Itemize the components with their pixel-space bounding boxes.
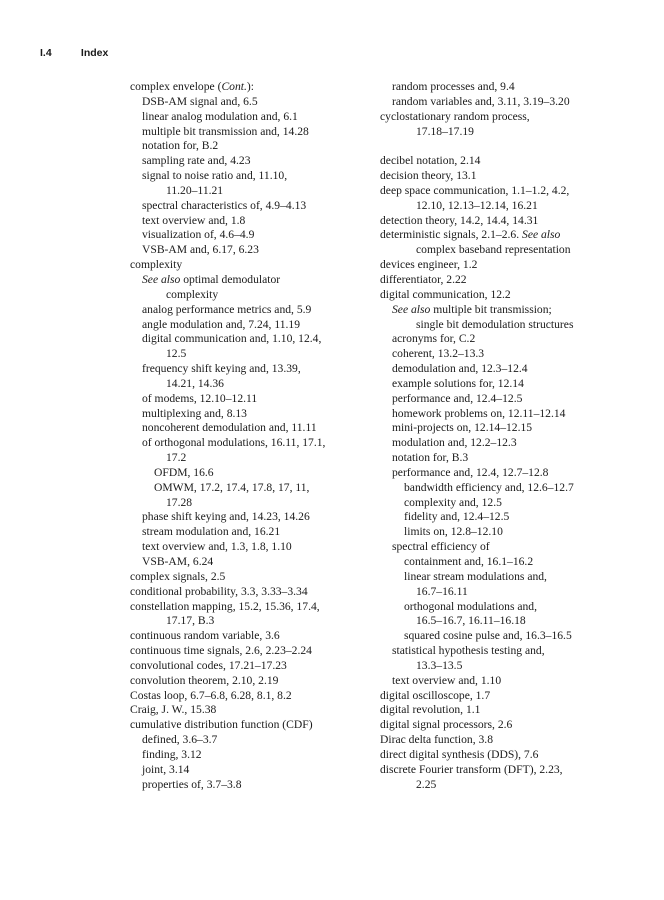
index-entry bbox=[380, 243, 630, 258]
index-entry bbox=[380, 139, 630, 154]
entry-text: performance and, 12.4, 12.7–12.8 bbox=[392, 465, 549, 479]
index-entry bbox=[380, 273, 630, 288]
entry-text: demodulation and, 12.3–12.4 bbox=[392, 362, 528, 376]
index-entry bbox=[130, 139, 365, 154]
index-entry bbox=[380, 303, 630, 318]
index-entry bbox=[380, 629, 630, 644]
index-entry bbox=[130, 392, 365, 407]
index-entry bbox=[130, 258, 365, 273]
index-entry bbox=[380, 199, 630, 214]
entry-text: text overview and, 1.8 bbox=[142, 213, 246, 227]
index-entry bbox=[130, 184, 365, 199]
index-entry bbox=[380, 585, 630, 600]
entry-text: 16.7–16.11 bbox=[416, 584, 468, 598]
index-entry bbox=[130, 362, 365, 377]
index-entry bbox=[380, 674, 630, 689]
entry-text: joint, 3.14 bbox=[142, 762, 190, 776]
entry-text: bandwidth efficiency and, 12.6–12.7 bbox=[404, 480, 574, 494]
italic-label: See also bbox=[522, 228, 561, 242]
index-entry bbox=[380, 184, 630, 199]
entry-text: properties of, 3.7–3.8 bbox=[142, 777, 242, 791]
index-entry bbox=[380, 214, 630, 229]
index-entry bbox=[130, 451, 365, 466]
entry-text: fidelity and, 12.4–12.5 bbox=[404, 510, 510, 524]
entry-text: complex baseband representation bbox=[416, 243, 571, 257]
index-entry bbox=[130, 525, 365, 540]
entry-text: sampling rate and, 4.23 bbox=[142, 154, 251, 168]
entry-text: complexity and, 12.5 bbox=[404, 495, 502, 509]
entry-text: DSB-AM signal and, 6.5 bbox=[142, 94, 258, 108]
index-entry bbox=[380, 110, 630, 125]
index-entry bbox=[380, 125, 630, 140]
entry-text: homework problems on, 12.11–12.14 bbox=[392, 406, 566, 420]
index-entry bbox=[380, 318, 630, 333]
index-entry bbox=[130, 154, 365, 169]
index-entry bbox=[130, 703, 365, 718]
index-entry bbox=[380, 600, 630, 615]
index-entry bbox=[130, 466, 365, 481]
entry-text: finding, 3.12 bbox=[142, 747, 202, 761]
entry-text: 12.10, 12.13–12.14, 16.21 bbox=[416, 198, 538, 212]
index-entry bbox=[130, 570, 365, 585]
running-head bbox=[40, 47, 108, 59]
index-entry bbox=[130, 347, 365, 362]
entry-text: continuous random variable, 3.6 bbox=[130, 629, 280, 643]
index-entry bbox=[380, 451, 630, 466]
index-entry bbox=[380, 228, 630, 243]
entry-text: linear analog modulation and, 6.1 bbox=[142, 109, 298, 123]
index-entry bbox=[130, 199, 365, 214]
index-entry bbox=[380, 748, 630, 763]
index-entry bbox=[130, 629, 365, 644]
index-entry bbox=[380, 258, 630, 273]
entry-text: orthogonal modulations and, bbox=[404, 599, 537, 613]
index-entry bbox=[380, 407, 630, 422]
entry-text: coherent, 13.2–13.3 bbox=[392, 347, 485, 361]
entry-text: 17.17, B.3 bbox=[166, 614, 215, 628]
entry-text: complexity bbox=[166, 287, 219, 301]
index-entry bbox=[130, 318, 365, 333]
entry-text: deterministic signals, 2.1–2.6. bbox=[380, 228, 523, 242]
entry-text: conditional probability, 3.3, 3.33–3.34 bbox=[130, 584, 308, 598]
index-entry bbox=[130, 644, 365, 659]
index-entry bbox=[130, 95, 365, 110]
entry-text: deep space communication, 1.1–1.2, 4.2, bbox=[380, 183, 570, 197]
entry-text: direct digital synthesis (DDS), 7.6 bbox=[380, 747, 539, 761]
index-entry bbox=[130, 481, 365, 496]
index-entry bbox=[380, 763, 630, 778]
index-entry bbox=[130, 421, 365, 436]
index-entry bbox=[130, 674, 365, 689]
index-entry bbox=[130, 718, 365, 733]
index-entry bbox=[130, 689, 365, 704]
entry-text: digital communication and, 1.10, 12.4, bbox=[142, 332, 322, 346]
entry-text: squared cosine pulse and, 16.3–16.5 bbox=[404, 629, 572, 643]
entry-text: multiplexing and, 8.13 bbox=[142, 406, 247, 420]
entry-text: continuous time signals, 2.6, 2.23–2.24 bbox=[130, 644, 312, 658]
index-entry bbox=[130, 303, 365, 318]
entry-text: 13.3–13.5 bbox=[416, 658, 463, 672]
entry-text: digital oscilloscope, 1.7 bbox=[380, 688, 491, 702]
index-entry bbox=[130, 273, 365, 288]
index-entry bbox=[130, 288, 365, 303]
see-also-label: See also bbox=[392, 302, 431, 316]
entry-text: spectral characteristics of, 4.9–4.13 bbox=[142, 198, 307, 212]
entry-text: random variables and, 3.11, 3.19–3.20 bbox=[392, 94, 570, 108]
index-entry bbox=[380, 540, 630, 555]
entry-text: stream modulation and, 16.21 bbox=[142, 525, 281, 539]
index-entry bbox=[380, 347, 630, 362]
entry-tail: ): bbox=[246, 80, 254, 93]
page-number: I.4 bbox=[40, 47, 52, 59]
index-entry bbox=[380, 703, 630, 718]
index-entry bbox=[130, 110, 365, 125]
entry-text: 17.2 bbox=[166, 451, 187, 465]
index-entry bbox=[130, 659, 365, 674]
index-entry bbox=[130, 214, 365, 229]
index-entry bbox=[130, 228, 365, 243]
entry-text: multiple bit transmission; bbox=[430, 302, 552, 316]
entry-text: convolution theorem, 2.10, 2.19 bbox=[130, 673, 279, 687]
entry-text: visualization of, 4.6–4.9 bbox=[142, 228, 255, 242]
index-entry bbox=[380, 614, 630, 629]
entry-text: text overview and, 1.10 bbox=[392, 673, 502, 687]
entry-text: acronyms for, C.2 bbox=[392, 332, 476, 346]
entry-text: Dirac delta function, 3.8 bbox=[380, 733, 493, 747]
entry-text: modulation and, 12.2–12.3 bbox=[392, 436, 517, 450]
index-entry bbox=[380, 718, 630, 733]
index-entry bbox=[380, 154, 630, 169]
entry-text: statistical hypothesis testing and, bbox=[392, 644, 545, 658]
index-entry bbox=[380, 570, 630, 585]
entry-text: devices engineer, 1.2 bbox=[380, 258, 478, 272]
index-entry bbox=[380, 510, 630, 525]
italic-label: Cont. bbox=[221, 80, 247, 93]
entry-text: digital signal processors, 2.6 bbox=[380, 718, 513, 732]
entry-text: text overview and, 1.3, 1.8, 1.10 bbox=[142, 540, 292, 554]
index-entry bbox=[380, 659, 630, 674]
entry-text: detection theory, 14.2, 14.4, 14.31 bbox=[380, 213, 539, 227]
see-also-label: See also bbox=[142, 272, 181, 286]
entry-text: VSB-AM, 6.24 bbox=[142, 555, 214, 568]
entry-text: single bit demodulation structures bbox=[416, 317, 574, 331]
entry-text: multiple bit transmission and, 14.28 bbox=[142, 124, 309, 138]
index-entry bbox=[130, 80, 365, 95]
index-entry bbox=[130, 496, 365, 511]
index-entry bbox=[130, 748, 365, 763]
entry-text: differentiator, 2.22 bbox=[380, 272, 467, 286]
entry-text: 2.25 bbox=[416, 777, 437, 791]
index-entry bbox=[380, 555, 630, 570]
index-entry bbox=[380, 525, 630, 540]
entry-text: OMWM, 17.2, 17.4, 17.8, 17, 11, bbox=[154, 480, 310, 494]
entry-text: spectral efficiency of bbox=[392, 540, 490, 554]
entry-text: Craig, J. W., 15.38 bbox=[130, 703, 217, 717]
entry-text: decision theory, 13.1 bbox=[380, 169, 477, 183]
page-title: Index bbox=[80, 47, 109, 59]
entry-text: 16.5–16.7, 16.11–16.18 bbox=[416, 614, 526, 628]
entry-text: of orthogonal modulations, 16.11, 17.1, bbox=[142, 436, 326, 450]
entry-text: noncoherent demodulation and, 11.11 bbox=[142, 421, 317, 435]
index-entry bbox=[130, 555, 365, 570]
entry-text: 17.18–17.19 bbox=[416, 124, 474, 138]
entry-text: random processes and, 9.4 bbox=[392, 80, 515, 93]
entry-text: notation for, B.2 bbox=[142, 139, 219, 153]
entry-text: constellation mapping, 15.2, 15.36, 17.4, bbox=[130, 599, 320, 613]
index-entry bbox=[130, 733, 365, 748]
index-column-right bbox=[380, 80, 630, 793]
index-entry bbox=[130, 600, 365, 615]
entry-text: VSB-AM and, 6.17, 6.23 bbox=[142, 243, 259, 257]
entry-text: signal to noise ratio and, 11.10, bbox=[142, 169, 288, 183]
entry-text: analog performance metrics and, 5.9 bbox=[142, 302, 312, 316]
index-entry bbox=[380, 377, 630, 392]
index-entry bbox=[130, 436, 365, 451]
index-entry bbox=[130, 763, 365, 778]
index-entry bbox=[380, 169, 630, 184]
entry-text: mini-projects on, 12.14–12.15 bbox=[392, 421, 533, 435]
index-entry bbox=[130, 585, 365, 600]
entry-text: containment and, 16.1–16.2 bbox=[404, 555, 534, 568]
entry-text: optimal demodulator bbox=[180, 272, 281, 286]
entry-text: Costas loop, 6.7–6.8, 6.28, 8.1, 8.2 bbox=[130, 688, 292, 702]
index-entry bbox=[130, 614, 365, 629]
entry-text: complexity bbox=[130, 258, 183, 272]
index-entry bbox=[130, 377, 365, 392]
index-entry bbox=[130, 332, 365, 347]
index-entry bbox=[130, 778, 365, 793]
entry-text: angle modulation and, 7.24, 11.19 bbox=[142, 317, 300, 331]
index-entry bbox=[380, 496, 630, 511]
index-entry bbox=[380, 421, 630, 436]
index-entry bbox=[380, 332, 630, 347]
entry-text: defined, 3.6–3.7 bbox=[142, 733, 218, 747]
index-entry bbox=[380, 689, 630, 704]
index-entry bbox=[380, 80, 630, 95]
index-entry bbox=[380, 392, 630, 407]
entry-text: decibel notation, 2.14 bbox=[380, 154, 481, 168]
entry-text: convolutional codes, 17.21–17.23 bbox=[130, 658, 287, 672]
entry-text: 17.28 bbox=[166, 495, 193, 509]
entry-text: phase shift keying and, 14.23, 14.26 bbox=[142, 510, 310, 524]
entry-text: 11.20–11.21 bbox=[166, 183, 224, 197]
index-entry bbox=[380, 95, 630, 110]
index-entry bbox=[380, 481, 630, 496]
entry-text: complex signals, 2.5 bbox=[130, 569, 226, 583]
index-entry bbox=[130, 540, 365, 555]
entry-text: 12.5 bbox=[166, 347, 187, 361]
entry-text: performance and, 12.4–12.5 bbox=[392, 391, 523, 405]
entry-text: OFDM, 16.6 bbox=[154, 465, 214, 479]
entry-text: example solutions for, 12.14 bbox=[392, 376, 524, 390]
entry-text: digital revolution, 1.1 bbox=[380, 703, 481, 717]
index-entry bbox=[380, 288, 630, 303]
entry-text: notation for, B.3 bbox=[392, 451, 469, 465]
entry-text: cumulative distribution function (CDF) bbox=[130, 718, 313, 732]
entry-text: linear stream modulations and, bbox=[404, 569, 547, 583]
index-column-left bbox=[130, 80, 365, 793]
entry-text: frequency shift keying and, 13.39, bbox=[142, 362, 301, 376]
index-entry bbox=[130, 243, 365, 258]
index-entry bbox=[130, 407, 365, 422]
entry-text: cyclostationary random process, bbox=[380, 109, 530, 123]
entry-text: of modems, 12.10–12.11 bbox=[142, 391, 258, 405]
entry-text: 14.21, 14.36 bbox=[166, 376, 224, 390]
entry-text: complex envelope ( bbox=[130, 80, 222, 93]
index-entry bbox=[130, 125, 365, 140]
index-entry bbox=[130, 169, 365, 184]
index-entry bbox=[380, 436, 630, 451]
index-entry bbox=[130, 510, 365, 525]
index-entry bbox=[380, 362, 630, 377]
index-entry bbox=[380, 733, 630, 748]
index-entry bbox=[380, 778, 630, 793]
entry-text: digital communication, 12.2 bbox=[380, 287, 511, 301]
index-entry bbox=[380, 644, 630, 659]
index-entry bbox=[380, 466, 630, 481]
entry-text: discrete Fourier transform (DFT), 2.23, bbox=[380, 762, 563, 776]
entry-text: limits on, 12.8–12.10 bbox=[404, 525, 503, 539]
